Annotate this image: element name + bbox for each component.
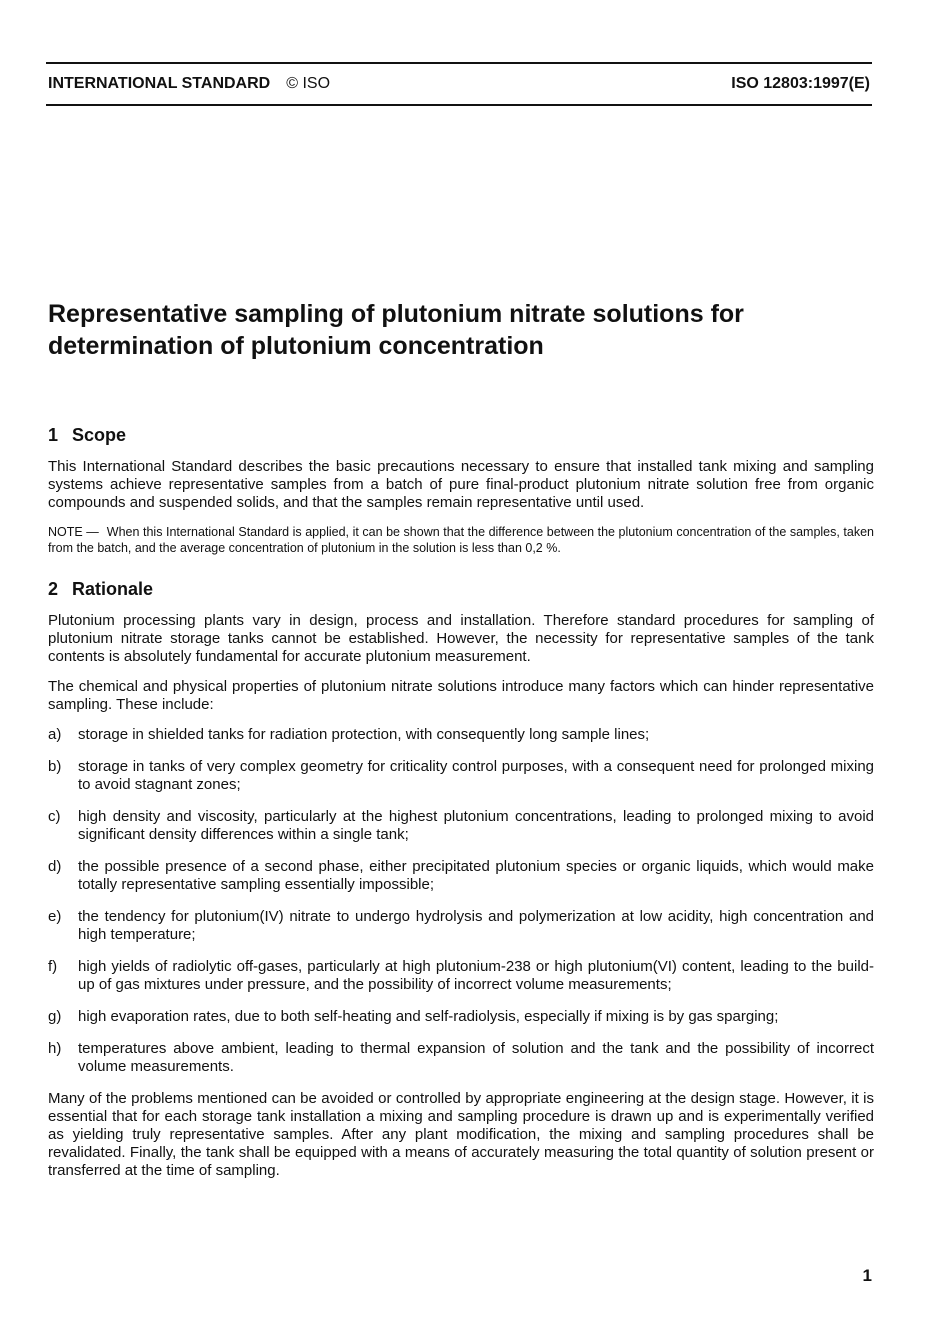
section-heading [48,580,874,598]
list-item [48,958,874,994]
list-item [48,908,874,944]
list-text: temperatures above ambient, leading to thermal expansion of solution and the tank and the possibility of incorrect volume measurements. [78,1040,874,1075]
list-marker: f) [48,958,58,975]
header-left [48,75,330,93]
rationale-paragraph-2: The chemical and physical properties of plutonium nitrate solutions introduce many factors which can hinder representative sampling. These include: [48,678,874,713]
document-number: ISO 12803:1997(E) [731,75,870,92]
title-line-1: Representative sampling of plutonium nitrate solutions for [48,300,744,328]
list-text: storage in shielded tanks for radiation protection, with consequently long sample lines; [78,726,650,743]
note-label: NOTE — [48,525,99,539]
note-text: When this International Standard is applied, it can be shown that the difference between the plutonium concentration of the samples, taken from the batch, and the average concentration of plutonium in the solution is less than 0,2 %. [48,525,874,555]
list-marker: d) [48,858,62,875]
copyright-label: © ISO [286,75,331,92]
rationale-paragraph-3: Many of the problems mentioned can be avoided or controlled by appropriate engineering at the design stage. However, it is essential that for each storage tank installation a mixing and sampling procedure is drawn up and is experimentally verified as yielding truly representative samples. After any plant modification, the mixing and sampling procedures shall be revalidated. Finally, the tank shall be equipped with a means of accurately measuring the total quantity of solution present or transferred at the time of sampling. [48,1090,874,1179]
running-header [48,72,870,96]
list-text: high density and viscosity, particularly at the highest plutonium concentrations, leading to prolonged mixing to avoid significant density differences within a single tank; [78,808,874,843]
list-item [48,808,874,844]
list-marker: c) [48,808,61,825]
section-title: Rationale [72,579,154,599]
list-text: storage in tanks of very complex geometry for criticality control purposes, with a consequent need for prolonged mixing to avoid stagnant zones; [78,758,874,793]
factors-list [48,726,874,1076]
document-title [48,298,878,362]
list-text: the possible presence of a second phase, either precipitated plutonium species or organic liquids, which would make totally representative sampling essentially impossible; [78,858,874,893]
section-number: 2 [48,579,59,599]
list-marker: a) [48,726,62,743]
section-number: 1 [48,425,59,445]
list-item [48,858,874,894]
section-heading [48,426,874,444]
list-item [48,726,874,744]
header-rule-top [46,62,872,64]
list-item [48,1008,874,1026]
header-rule-bottom [46,104,872,106]
list-item [48,1040,874,1076]
list-text: the tendency for plutonium(IV) nitrate to undergo hydrolysis and polymerization at low acidity, high concentration and high temperature; [78,908,874,943]
list-text: high evaporation rates, due to both self-heating and self-radiolysis, especially if mixing is by gas sparging; [78,1008,779,1025]
rationale-paragraph-1: Plutonium processing plants vary in design, process and installation. Therefore standard procedures for sampling of plutonium nitrate storage tanks cannot be established. However, the necessity for representative samples of the tank contents is absolutely fundamental for accurate plutonium measurement. [48,612,874,665]
section-scope [48,426,874,556]
scope-paragraph: This International Standard describes the basic precautions necessary to ensure that installed tank mixing and sampling systems achieve representative samples from a batch of pure final-product plutonium nitrate solution free from organic compounds and suspended solids, and that the samples remain representative until used. [48,458,874,511]
list-text: high yields of radiolytic off-gases, particularly at high plutonium-238 or high plutonium(VI) content, leading to the build-up of gas mixtures under pressure, and the possibility of incorrect volume measurements; [78,958,874,993]
list-item [48,758,874,794]
document-body [48,426,874,1192]
section-title: Scope [72,425,127,445]
standard-label: INTERNATIONAL STANDARD [48,75,271,92]
list-marker: b) [48,758,62,775]
list-marker: e) [48,908,62,925]
title-line-2: determination of plutonium concentration [48,332,544,360]
list-marker: h) [48,1040,62,1057]
list-marker: g) [48,1008,62,1025]
page-number: 1 [862,1266,872,1285]
scope-note [48,524,874,556]
section-rationale [48,580,874,1180]
